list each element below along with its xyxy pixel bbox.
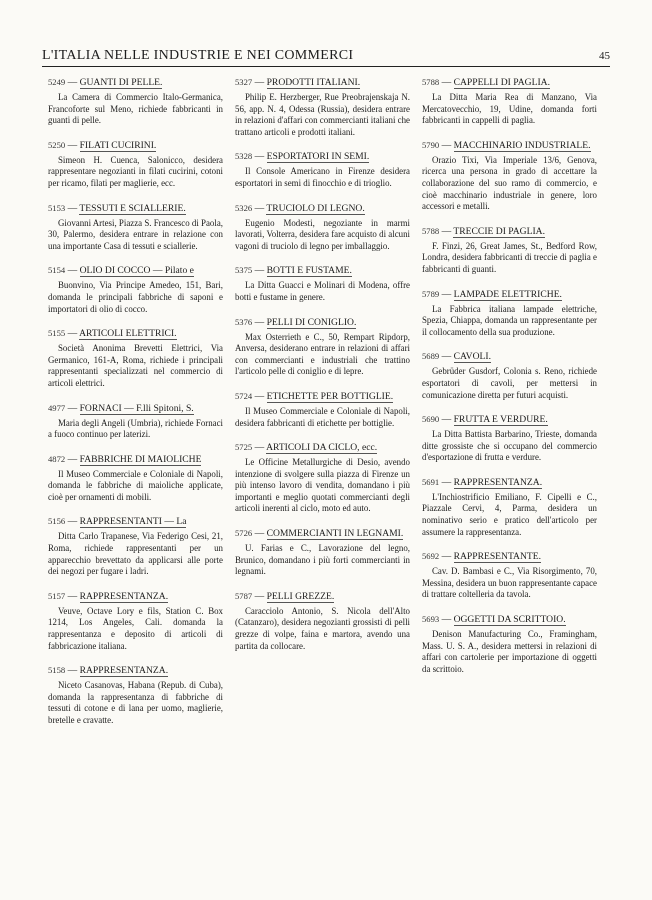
dash-separator: — bbox=[439, 77, 454, 88]
entry-number: 5690 bbox=[422, 414, 440, 425]
entry-body: Giovanni Artesi, Piazza S. Francesco di Paola, 30, Palermo, desidera entrare in relazione con una importante Casa di tessuti e sciallerie. bbox=[48, 217, 223, 251]
entry-number: 5376 bbox=[235, 316, 253, 327]
listing-entry bbox=[235, 590, 410, 652]
entry-title: FORNACI — F.lli Spitoni, S. bbox=[79, 402, 194, 414]
dash-separator: — bbox=[439, 351, 454, 363]
dash-separator: — bbox=[439, 476, 454, 488]
dash-separator: — bbox=[65, 590, 80, 602]
running-header bbox=[42, 46, 610, 67]
dash-separator: — bbox=[65, 402, 80, 414]
entry-number: 5375 bbox=[235, 265, 253, 276]
listing-entry bbox=[48, 76, 223, 127]
entry-body: Il Console Americano in Firenze desidera esportatori in semi di finocchio e di trioglio. bbox=[235, 166, 410, 188]
listing-entry bbox=[235, 441, 410, 515]
dash-separator: — bbox=[439, 225, 454, 237]
entry-heading bbox=[48, 327, 223, 341]
entry-title: RAPPRESENTANZA. bbox=[79, 590, 169, 602]
entry-title: OLIO DI COCCO — Pilato e bbox=[79, 265, 194, 277]
listing-entry bbox=[422, 76, 597, 127]
entry-heading bbox=[422, 613, 597, 627]
entry-number: 5788 bbox=[422, 77, 440, 87]
entry-number: 5726 bbox=[235, 528, 253, 539]
column-2 bbox=[235, 76, 410, 664]
listing-entry bbox=[422, 350, 597, 401]
listing-entry bbox=[235, 316, 410, 378]
entry-body: Le Officine Metallurgiche di Desio, avendo intenzione di svolgere sulla piazza di Firenze un più intenso lavoro di vendita, domandano i più importanti e meglio quotati commercianti degli articoli inerenti al ciclo, moto ed auto. bbox=[235, 457, 410, 514]
entry-title: ARTICOLI DA CICLO, ecc. bbox=[266, 442, 378, 454]
listing-entry bbox=[235, 150, 410, 189]
entry-heading bbox=[48, 402, 223, 416]
entry-heading bbox=[48, 590, 223, 604]
entry-title: PELLI GREZZE. bbox=[266, 590, 335, 602]
listing-entry bbox=[48, 590, 223, 652]
entry-heading bbox=[422, 350, 597, 364]
entry-title: ESPORTATORI IN SEMI. bbox=[266, 151, 370, 163]
dash-separator: — bbox=[65, 516, 80, 528]
dash-separator: — bbox=[439, 414, 454, 426]
entry-title: ARTICOLI ELETTRICI. bbox=[79, 328, 177, 340]
entry-body: Cav. D. Bambasi e C., Via Risorgimento, 70, Messina, desidera un buon rappresentante capace di trattare coltelleria da tavola. bbox=[422, 566, 597, 600]
listing-entry bbox=[422, 139, 597, 213]
entry-body: Eugenio Modesti, negoziante in marmi lavorati, Volterra, desidera fare acquisto di alcuni vagoni di truciolo di legno per imballaggio. bbox=[235, 217, 410, 251]
entry-body: Simeon H. Cuenca, Salonicco, desidera rappresentare negozianti in filati cucirini, cotoni per ricamo, filati per maglierie, ecc. bbox=[48, 154, 223, 188]
entry-heading bbox=[235, 590, 410, 604]
listing-entry bbox=[422, 413, 597, 464]
entry-title: GUANTI DI PELLE. bbox=[79, 77, 163, 88]
entry-body: Maria degli Angeli (Umbria), richiede Fornaci a fuoco continuo per laterizi. bbox=[48, 417, 223, 440]
listing-entry bbox=[235, 527, 410, 578]
entry-body: La Fabbrica italiana lampade elettriche, Spezia, Chiappa, domanda un rappresentante per il collocamento della sua produzione. bbox=[422, 303, 597, 337]
listing-entry bbox=[235, 390, 410, 429]
entry-heading bbox=[422, 413, 597, 427]
entry-title: LAMPADE ELETTRICHE. bbox=[453, 288, 562, 300]
dash-separator: — bbox=[439, 139, 454, 151]
listing-entry bbox=[48, 327, 223, 389]
entry-title: BOTTI E FUSTAME. bbox=[266, 265, 352, 277]
entry-body: U. Farias e C., Lavorazione del legno, Brunico, domandano i più forti commercianti in legnami. bbox=[235, 543, 410, 577]
dash-separator: — bbox=[252, 265, 267, 277]
entry-number: 4977 bbox=[48, 402, 66, 413]
entry-number: 5787 bbox=[235, 590, 253, 601]
dash-separator: — bbox=[65, 328, 80, 340]
entry-body: La Camera di Commercio Italo-Germanica, Francoforte sul Meno, richiede fabbricanti in guanti di pelle. bbox=[48, 92, 223, 126]
entry-number: 5691 bbox=[422, 476, 440, 487]
entry-heading bbox=[422, 76, 597, 90]
entry-number: 5692 bbox=[422, 551, 440, 562]
entry-heading bbox=[48, 76, 223, 90]
entry-title: PELLI DI CONIGLIO. bbox=[266, 316, 357, 328]
entry-heading bbox=[422, 288, 597, 302]
entry-body: Il Museo Commerciale e Coloniale di Napoli, desidera fabbricanti di etichette per bottiglie. bbox=[235, 405, 410, 428]
entry-body: Il Museo Commerciale e Coloniale di Napoli, domanda le fabbriche di maioliche applicate, cioè per ornamenti di mobili. bbox=[48, 468, 223, 502]
listing-entry bbox=[48, 264, 223, 315]
column-3 bbox=[422, 76, 597, 687]
entry-number: 5157 bbox=[48, 590, 66, 601]
entry-heading bbox=[235, 441, 410, 455]
entry-body: L'Inchiostrificio Emiliano, F. Cipelli e C., Piazzale Cervi, 4, Parma, desidera un nominativo serio e pratico dell'articolo per assumere la rappresentanza. bbox=[422, 491, 597, 537]
entry-body: Max Osterrieth e C., 50, Rempart Ripdorp, Anversa, desiderano entrare in relazioni di affari con commercianti e industriali che trattino l'articolo pelle di coniglio e di lepre. bbox=[235, 331, 410, 377]
entry-title: CAVOLI. bbox=[453, 351, 491, 363]
dash-separator: — bbox=[252, 77, 267, 88]
entry-number: 5155 bbox=[48, 328, 66, 339]
entry-number: 5153 bbox=[48, 202, 66, 213]
entry-body: Società Anonima Brevetti Elettrici, Via Germanico, 161-A, Roma, richiede i principali rappresentanti specializzati nel commercio di articoli elettrici. bbox=[48, 343, 223, 388]
entry-number: 5693 bbox=[422, 614, 440, 625]
entry-number: 5789 bbox=[422, 288, 440, 299]
column-1 bbox=[48, 76, 223, 739]
entry-number: 5250 bbox=[48, 139, 66, 150]
listing-entry bbox=[235, 76, 410, 138]
entry-heading bbox=[235, 150, 410, 164]
entry-heading bbox=[235, 527, 410, 541]
entry-number: 5249 bbox=[48, 77, 66, 87]
listing-entry bbox=[48, 402, 223, 441]
entry-heading bbox=[235, 316, 410, 330]
entry-body: Buonvino, Via Principe Amedeo, 151, Bari, domanda le principali fabbriche di saponi e importatori di olio di cocco. bbox=[48, 280, 223, 314]
entry-heading bbox=[48, 139, 223, 153]
entry-body: Philip E. Herzberger, Rue Preobrajenskaja N. 56, app. N. 4, Odessa (Russia), desidera entrare in relazioni d'affari con commercianti italiani che trattano articoli e prodotti italiani. bbox=[235, 92, 410, 137]
entry-heading bbox=[48, 515, 223, 529]
entry-heading bbox=[48, 202, 223, 216]
entry-heading bbox=[48, 664, 223, 678]
dash-separator: — bbox=[439, 551, 454, 563]
dash-separator: — bbox=[439, 288, 454, 300]
dash-separator: — bbox=[252, 590, 267, 602]
entry-number: 5154 bbox=[48, 265, 66, 276]
entry-heading bbox=[48, 264, 223, 278]
entry-title: FILATI CUCIRINI. bbox=[79, 139, 157, 151]
entry-body: Caracciolo Antonio, S. Nicola dell'Alto (Catanzaro), desidera negozianti grossisti di pelli grezze di volpe, faina e martora, avendo una partita da collocare. bbox=[235, 605, 410, 651]
page-number: 45 bbox=[599, 50, 610, 62]
entry-heading bbox=[235, 390, 410, 404]
entry-heading bbox=[422, 225, 597, 239]
entry-title: ETICHETTE PER BOTTIGLIE. bbox=[266, 390, 394, 402]
entry-number: 5788 bbox=[422, 225, 440, 236]
dash-separator: — bbox=[65, 665, 80, 677]
entry-title: COMMERCIANTI IN LEGNAMI. bbox=[266, 528, 404, 540]
listing-entry bbox=[48, 664, 223, 726]
entry-title: MACCHINARIO INDUSTRIALE. bbox=[453, 139, 591, 151]
entry-heading bbox=[422, 139, 597, 153]
entry-title: TRUCIOLO DI LEGNO. bbox=[266, 202, 365, 214]
entry-number: 4872 bbox=[48, 453, 66, 464]
dash-separator: — bbox=[252, 151, 267, 163]
journal-title: L'ITALIA NELLE INDUSTRIE E NEI COMMERCI bbox=[42, 48, 354, 63]
entry-body: Ditta Carlo Trapanese, Via Federigo Cesi, 21, Roma, richiede rappresentanti per un apparecchio brevettato da applicarsi alle porte dei negozi per fugare i ladri. bbox=[48, 531, 223, 577]
entry-heading bbox=[422, 550, 597, 564]
entry-body: La Ditta Battista Barbarino, Trieste, domanda ditte grossiste che si occupano del commercio d'esportazione di frutta e verdure. bbox=[422, 429, 597, 463]
dash-separator: — bbox=[65, 77, 80, 88]
entry-body: Denison Manufacturing Co., Framingham, Mass. U. S. A., desidera mettersi in relazioni di affari con cartolerie per importazione di oggetti da scrittoio. bbox=[422, 629, 597, 674]
dash-separator: — bbox=[439, 614, 454, 626]
entry-number: 5327 bbox=[235, 77, 253, 87]
entry-heading bbox=[235, 76, 410, 90]
listing-entry bbox=[48, 139, 223, 190]
dash-separator: — bbox=[252, 202, 267, 214]
entry-number: 5790 bbox=[422, 139, 440, 150]
listing-entry bbox=[422, 288, 597, 339]
entry-body: Orazio Tixi, Via Imperiale 13/6, Genova, ricerca una persona in grado di accettare la collaborazione del suo ramo di commercio, e cioè macchinario industriale in genere, loro accessori e metalli. bbox=[422, 154, 597, 212]
dash-separator: — bbox=[252, 442, 267, 454]
listing-entry bbox=[422, 476, 597, 538]
entry-number: 5156 bbox=[48, 516, 66, 527]
listing-entry bbox=[235, 202, 410, 253]
entry-title: FRUTTA E VERDURE. bbox=[453, 414, 548, 426]
entry-body: La Ditta Guacci e Molinari di Modena, offre botti e fustame in genere. bbox=[235, 280, 410, 302]
entry-title: RAPPRESENTANZA. bbox=[79, 665, 169, 677]
entry-number: 5158 bbox=[48, 665, 66, 676]
entry-title: RAPPRESENTANTI — La bbox=[79, 516, 187, 528]
listing-entry bbox=[422, 225, 597, 276]
entry-title: TRECCIE DI PAGLIA. bbox=[453, 225, 545, 237]
entry-body: Niceto Casanovas, Habana (Repub. di Cuba), domanda la rappresentanza di fabbriche di tessuti di cotone e di lana per uomo, maglierie, bretelle e cravatte. bbox=[48, 680, 223, 725]
entry-heading bbox=[235, 202, 410, 216]
entry-number: 5725 bbox=[235, 442, 253, 453]
listing-entry bbox=[48, 202, 223, 253]
entry-title: RAPPRESENTANZA. bbox=[453, 476, 543, 488]
entry-number: 5326 bbox=[235, 202, 253, 213]
entry-body: F. Finzi, 26, Great James, St., Bedford Row, Londra, desidera fabbricanti di treccie di paglia e fabbricanti di guanti. bbox=[422, 240, 597, 274]
entry-body: Gebrüder Gusdorf, Colonia s. Reno, richiede esportatori di cavoli, per mettersi in comunicazione diretta per futuri acquisti. bbox=[422, 366, 597, 400]
entry-number: 5689 bbox=[422, 351, 440, 362]
listing-entry bbox=[48, 515, 223, 577]
dash-separator: — bbox=[252, 316, 267, 328]
entry-title: TESSUTI E SCIALLERIE. bbox=[79, 202, 186, 214]
entry-number: 5328 bbox=[235, 151, 253, 162]
listing-entry bbox=[235, 264, 410, 303]
entry-title: CAPPELLI DI PAGLIA. bbox=[453, 77, 550, 88]
entry-title: PRODOTTI ITALIANI. bbox=[266, 77, 361, 88]
dash-separator: — bbox=[65, 453, 80, 465]
dash-separator: — bbox=[65, 139, 80, 151]
entry-heading bbox=[422, 476, 597, 490]
listing-entry bbox=[48, 453, 223, 504]
entry-title: OGGETTI DA SCRITTOIO. bbox=[453, 614, 566, 626]
listing-entry bbox=[422, 613, 597, 675]
listing-entry bbox=[422, 550, 597, 601]
entry-title: FABBRICHE DI MAIOLICHE bbox=[79, 453, 202, 465]
dash-separator: — bbox=[65, 265, 80, 277]
entry-body: Veuve, Octave Lory e fils, Station C. Box 1214, Los Angeles, Cali. domanda la rappresentanza e deposito di articoli di fabbricazione italiana. bbox=[48, 605, 223, 651]
entry-heading bbox=[235, 264, 410, 278]
entry-body: La Ditta Maria Rea di Manzano, Via Mercatovecchio, 19, Udine, domanda forti fabbricanti in cappelli di paglia. bbox=[422, 92, 597, 126]
entry-title: RAPPRESENTANTE. bbox=[453, 551, 542, 563]
text-columns bbox=[48, 76, 608, 894]
dash-separator: — bbox=[252, 528, 267, 540]
dash-separator: — bbox=[65, 202, 80, 214]
entry-number: 5724 bbox=[235, 390, 253, 401]
entry-heading bbox=[48, 453, 223, 467]
dash-separator: — bbox=[252, 390, 267, 402]
